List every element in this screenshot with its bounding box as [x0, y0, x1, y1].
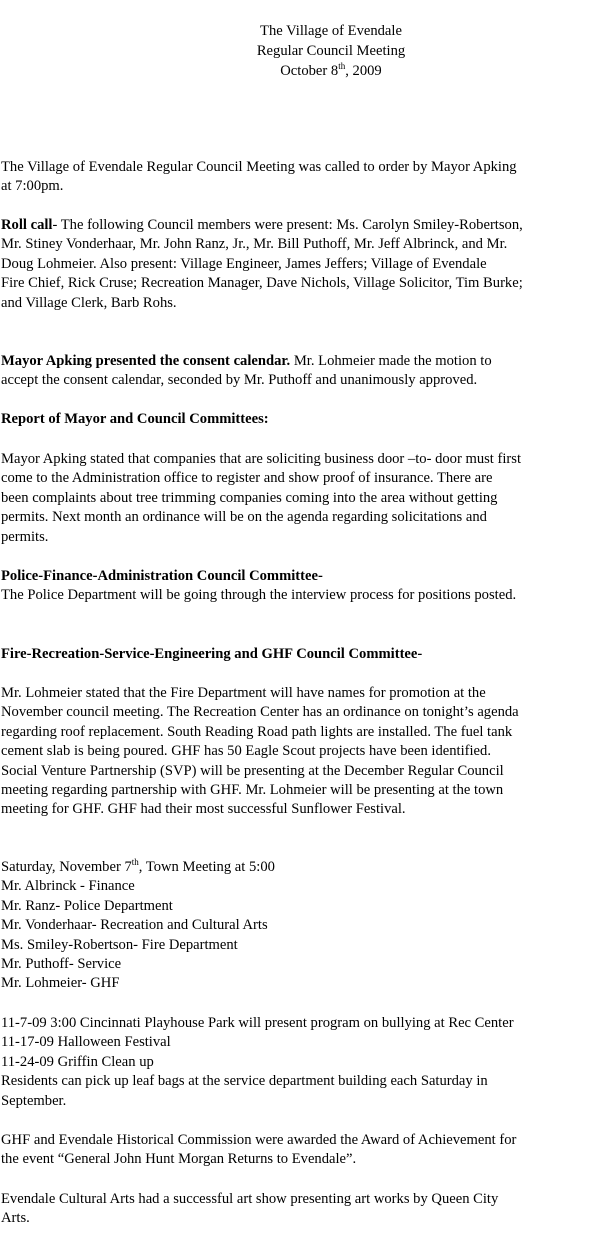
- list-item: 11-24-09 Griffin Clean up: [1, 1053, 154, 1070]
- text-line: permits. Next month an ordinance will be on the agenda regarding solicitations and: [1, 509, 487, 526]
- text-line: The Police Department will be going through the interview process for positions posted.: [1, 587, 517, 604]
- fire-committee-heading: Fire-Recreation-Service-Engineering and GHF Council Committee-: [1, 646, 423, 662]
- text-line: Mayor Apking stated that companies that are soliciting business door –to- door must first: [1, 451, 522, 467]
- list-item: Mr. Puthoff- Service: [1, 956, 122, 973]
- text-line: meeting regarding partnership with GHF. Mr. Lohmeier will be presenting at the town: [1, 782, 504, 799]
- text-line: Roll call- The following Council members were present: Ms. Carolyn Smiley-Robertson,: [1, 217, 523, 233]
- events-list: [1, 1014, 607, 1111]
- mayor-report-paragraph: [1, 450, 607, 547]
- header-date: October 8th, 2009: [280, 61, 382, 79]
- list-item: 11-17-09 Halloween Festival: [1, 1034, 171, 1051]
- text-line: Fire Chief, Rick Cruse; Recreation Manager, Dave Nichols, Village Solicitor, Tim Burke;: [1, 275, 523, 292]
- text-line: the event “General John Hunt Morgan Returns to Evendale”.: [1, 1151, 357, 1168]
- document-header: [0, 21, 609, 81]
- text-line: GHF and Evendale Historical Commission were awarded the Award of Achievement for: [1, 1132, 517, 1148]
- text-line: been complaints about tree trimming companies coming into the area without getting: [1, 489, 498, 506]
- text-line: Evendale Cultural Arts had a successful art show presenting art works by Queen City: [1, 1191, 499, 1207]
- intro-paragraph: [1, 158, 607, 197]
- text-line: permits.: [1, 528, 49, 545]
- header-meeting-type: Regular Council Meeting: [256, 43, 406, 59]
- police-committee-heading: Police-Finance-Administration Council Committee-: [1, 568, 323, 584]
- consent-calendar-paragraph: [1, 352, 607, 391]
- list-item: Mr. Lohmeier- GHF: [1, 975, 120, 992]
- report-heading: Report of Mayor and Council Committees:: [1, 411, 269, 427]
- text-line: November council meeting. The Recreation Center has an ordinance on tonight’s agenda: [1, 704, 519, 721]
- list-item: Mr. Vonderhaar- Recreation and Cultural Arts: [1, 917, 268, 934]
- police-committee-section: [1, 567, 607, 606]
- text-line: Mayor Apking presented the consent calendar. Mr. Lohmeier made the motion to: [1, 353, 492, 369]
- town-meeting-list: [1, 858, 607, 994]
- list-item: Mr. Ranz- Police Department: [1, 897, 173, 914]
- list-item: 11-7-09 3:00 Cincinnati Playhouse Park will present program on bullying at Rec Center: [1, 1015, 514, 1031]
- text-line: September.: [1, 1092, 67, 1109]
- text-line: regarding roof replacement. South Reading Road path lights are installed. The fuel tank: [1, 723, 513, 740]
- roll-call-paragraph: [1, 216, 607, 313]
- text-line: meeting for GHF. GHF had their most successful Sunflower Festival.: [1, 801, 406, 818]
- text-line: at 7:00pm.: [1, 178, 64, 195]
- list-item: Ms. Smiley-Robertson- Fire Department: [1, 936, 238, 953]
- text-line: accept the consent calendar, seconded by Mr. Puthoff and unanimously approved.: [1, 372, 478, 389]
- award-paragraph: [1, 1131, 607, 1170]
- text-line: Residents can pick up leaf bags at the service department building each Saturday in: [1, 1073, 488, 1090]
- consent-heading: Mayor Apking presented the consent calendar.: [1, 353, 291, 369]
- text-line: Arts.: [1, 1210, 30, 1227]
- text-line: Doug Lohmeier. Also present: Village Engineer, James Jeffers; Village of Evendale: [1, 255, 487, 272]
- text-line: Mr. Stiney Vonderhaar, Mr. John Ranz, Jr., Mr. Bill Puthoff, Mr. Jeff Albrinck, and Mr.: [1, 236, 508, 253]
- arts-paragraph: [1, 1190, 607, 1229]
- town-meeting-date: Saturday, November 7th, Town Meeting at 5:00: [1, 857, 275, 875]
- fire-committee-paragraph: [1, 684, 607, 820]
- text-line: come to the Administration office to register and show proof of insurance. There are: [1, 470, 493, 487]
- header-village-name: The Village of Evendale: [260, 23, 402, 39]
- list-item: Mr. Albrinck - Finance: [1, 878, 135, 895]
- text-line: Mr. Lohmeier stated that the Fire Department will have names for promotion at the: [1, 685, 486, 701]
- text-line: cement slab is being poured. GHF has 50 Eagle Scout projects have been identified.: [1, 743, 491, 760]
- text-line: Social Venture Partnership (SVP) will be presenting at the December Regular Council: [1, 762, 504, 779]
- roll-call-heading: Roll call: [1, 217, 53, 233]
- text-line: The Village of Evendale Regular Council Meeting was called to order by Mayor Apking: [1, 159, 517, 175]
- text-line: and Village Clerk, Barb Rohs.: [1, 294, 177, 311]
